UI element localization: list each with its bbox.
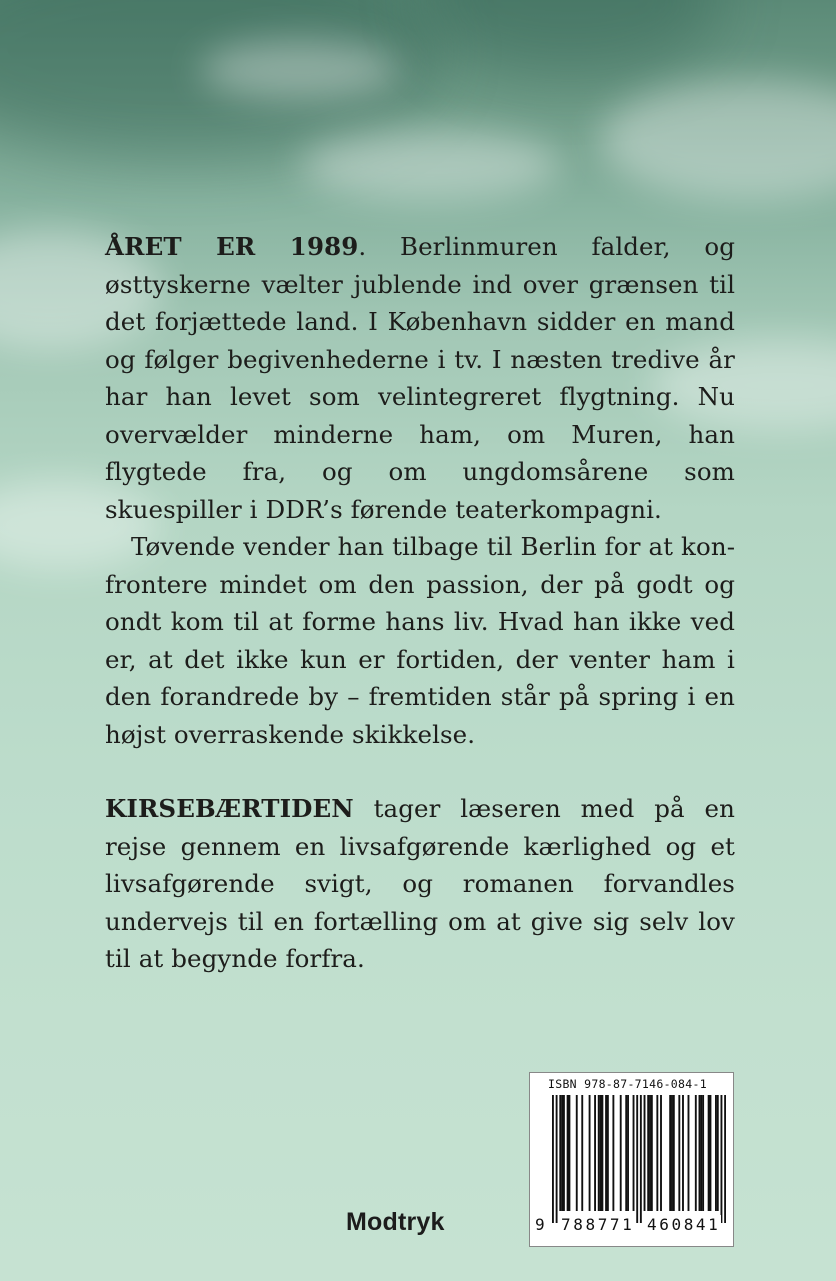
barcode-bar [581, 1095, 583, 1211]
barcode-bar [688, 1095, 690, 1211]
barcode-bar [649, 1095, 651, 1211]
ean-right-group: 460841 [647, 1215, 721, 1234]
barcode-bar [660, 1095, 662, 1211]
barcode-bar [625, 1095, 627, 1211]
barcode-bar [607, 1095, 609, 1211]
blurb-lead-year: ÅRET ER 1989 [105, 232, 359, 261]
barcode-bar [700, 1095, 702, 1211]
barcode-bar [715, 1095, 717, 1211]
barcode-bar [717, 1095, 719, 1211]
barcode-bar [699, 1095, 701, 1211]
barcode-bar [620, 1095, 622, 1211]
isbn-barcode [529, 1072, 734, 1247]
barcode-bar [576, 1095, 578, 1211]
barcode-bar [552, 1095, 554, 1223]
barcode-bar [594, 1095, 596, 1211]
barcode-bar [669, 1095, 671, 1211]
sky-shade [420, 0, 720, 80]
barcode-bar [601, 1095, 603, 1211]
barcode-bars [552, 1095, 726, 1223]
cloud [300, 130, 560, 200]
barcode-bar [640, 1095, 642, 1223]
barcode-bar [710, 1095, 712, 1211]
barcode-bar [724, 1095, 726, 1223]
barcode-bar [598, 1095, 600, 1211]
ean-first-digit: 9 [535, 1215, 545, 1234]
blurb-paragraph-3-body: tager læseren med på en rejse gennem en livsafgørende kærlighed og et livsafgørende svigt, og romanen forvandles undervejs til en fortælling om at give sig selv lov til at begynde forfra. [105, 794, 735, 973]
barcode-bar [612, 1095, 614, 1211]
barcode-bar [636, 1095, 638, 1223]
blurb-paragraph-2: Tøvende vender han tilbage til Berlin for at konfrontere mindet om den passion, der på godt og ondt kom til at forme hans liv. Hvad han ikke ved er, at det ikke kun er fortiden, der venter ham i den forandrede by – fremtiden står på spring i en højst overraskende skikkelse. [105, 532, 735, 749]
publisher-logo: Modtryk [346, 1208, 445, 1236]
barcode-bar [695, 1095, 697, 1211]
barcode-bar [556, 1095, 558, 1223]
barcode-bar [673, 1095, 675, 1211]
barcode-bar [651, 1095, 653, 1211]
barcode-bar [644, 1095, 646, 1211]
blurb-paragraph-3 [105, 790, 735, 978]
barcode-bar [627, 1095, 629, 1211]
barcode-bar [561, 1095, 563, 1211]
blurb-text [105, 228, 735, 978]
barcode-bar [678, 1095, 680, 1211]
barcode-bar [656, 1095, 658, 1211]
barcode-bar [682, 1095, 684, 1211]
barcode-bar [671, 1095, 673, 1211]
barcode-bar [600, 1095, 602, 1211]
barcode-bar [563, 1095, 565, 1211]
cloud [600, 80, 836, 200]
barcode-bar [702, 1095, 704, 1211]
barcode-bar [567, 1095, 569, 1211]
barcode-bar [589, 1095, 591, 1211]
book-title-lead: KIRSEBÆRTIDEN [105, 794, 354, 823]
blurb-paragraph-1 [105, 228, 735, 528]
barcode-bar [568, 1095, 570, 1211]
barcode-bar [633, 1095, 635, 1211]
isbn-label: ISBN 978-87-7146-084-1 [548, 1077, 707, 1091]
barcode-bar [559, 1095, 561, 1211]
blurb-paragraph-1-body: . Berlinmuren falder, og østtyskerne vælter jublende ind over grænsen til det forjættede land. I København sidder en mand og følger begivenhederne i tv. I næsten tredive år har han levet som velintegreret flygtning. Nu overvælder minderne ham, om Muren, han flygtede fra, og om ungdomsårene som skuespiller i DDR’s førende teaterkompagni. [105, 232, 735, 524]
barcode-bar [708, 1095, 710, 1211]
cloud [200, 40, 400, 100]
barcode-bar [605, 1095, 607, 1211]
barcode-bar [721, 1095, 723, 1223]
barcode-bar [647, 1095, 649, 1211]
ean-left-group: 788771 [561, 1215, 635, 1234]
